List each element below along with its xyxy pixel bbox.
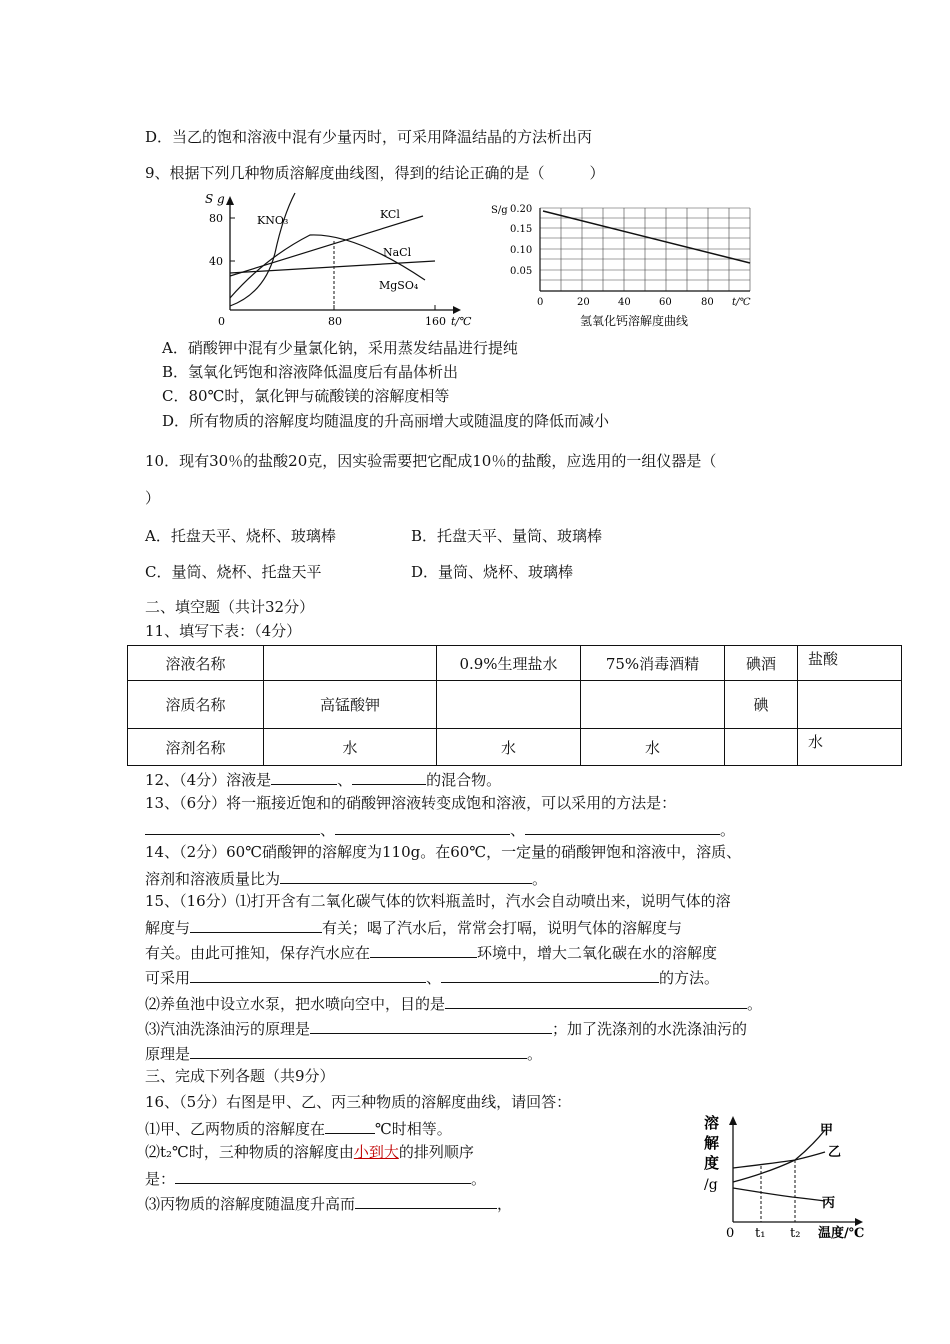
q15-l3-b: 环境中，增大二氧化碳在水的溶解度 [477, 944, 718, 962]
fig3-x0: 0 [726, 1226, 735, 1241]
q16-p2-c: 是： [145, 1170, 176, 1188]
q15-line6 [145, 1017, 747, 1039]
q15-l4-c: 的方法。 [659, 969, 720, 987]
fig1-xunit: t/℃ [451, 315, 472, 328]
fig3-ylabel-2: 解 [704, 1134, 720, 1152]
solubility-chart-3 [700, 1110, 885, 1242]
fig2-ytick-020: 0.20 [510, 204, 533, 215]
q11-cell-input[interactable] [725, 729, 798, 766]
fig2-ytick-010: 0.10 [510, 245, 533, 256]
q11-cell: 水 [437, 729, 581, 766]
q16-p3-a: ⑶丙物质的溶解度随温度升高而 [145, 1195, 356, 1213]
q8-option-d: D．当乙的饱和溶液中混有少量丙时，可采用降温结晶的方法析出丙 [145, 128, 593, 146]
fig2-xunit: t/℃ [732, 297, 751, 308]
q16-part3 [145, 1192, 512, 1214]
q12-blank-1[interactable] [271, 768, 337, 785]
fig3-xunit: 温度/℃ [818, 1226, 865, 1241]
fig1-label-nacl: NaCl [383, 246, 412, 259]
fig1-label-mgso4: MgSO₄ [379, 279, 419, 292]
q16-blank-2[interactable] [175, 1167, 471, 1184]
q16-blank-1[interactable] [325, 1117, 375, 1134]
solubility-chart-calcium-hydroxide [488, 196, 763, 331]
fig3-label-yi: 乙 [828, 1145, 842, 1160]
fig3-t2: t₂ [790, 1226, 801, 1241]
q11-cell-input[interactable] [798, 681, 902, 729]
q12-text-b: 、 [337, 771, 353, 789]
q10-option-a: A．托盘天平、烧杯、玻璃棒 [145, 527, 336, 545]
q9-stem: 9、根据下列几种物质溶解度曲线图，得到的结论正确的是（ ） [145, 164, 605, 182]
q16-p2-d: 。 [471, 1170, 487, 1188]
q15-l5-b: 。 [747, 995, 763, 1013]
q13-line2 [145, 818, 735, 840]
q15-blank-3[interactable] [190, 966, 426, 983]
fig3-t1: t₁ [755, 1226, 766, 1241]
q14-line2 [145, 867, 547, 889]
q13-end: 。 [720, 821, 736, 839]
q16-p1-a: ⑴甲、乙两物质的溶解度在 [145, 1120, 326, 1138]
fig2-ylabel: S/g [491, 205, 508, 216]
q15-blank-4[interactable] [441, 966, 659, 983]
fig1-label-kcl: KCl [380, 208, 400, 221]
q11-cell: 0.9%生理盐水 [437, 646, 581, 681]
fig1-x80: 80 [328, 315, 342, 328]
fig1-x160: 160 [425, 315, 446, 328]
fig1-ylabel: S g [205, 192, 225, 206]
q11-cell: 碘酒 [725, 646, 798, 681]
q16-stem: 16、（5分）右图是甲、乙、丙三种物质的溶解度曲线，请回答： [145, 1093, 572, 1111]
q15-line7 [145, 1042, 542, 1064]
q10-option-b: B．托盘天平、量筒、玻璃棒 [411, 527, 603, 545]
fig3-label-bing: 丙 [822, 1196, 836, 1211]
q15-line3 [145, 941, 717, 963]
q11-cell-input[interactable] [437, 681, 581, 729]
fig3-ylabel-1: 溶 [704, 1114, 720, 1132]
q15-l6-a: ⑶汽油洗涤油污的原理是 [145, 1020, 311, 1038]
q11-cell: 盐酸 [798, 646, 902, 681]
q16-part1 [145, 1117, 452, 1139]
section2-title: 二、填空题（共计32分） [145, 598, 315, 616]
fig2-caption: 氢氧化钙溶解度曲线 [580, 314, 689, 328]
q13-blank-2[interactable] [335, 818, 510, 835]
q15-l4-b: 、 [426, 969, 442, 987]
q15-line1: 15、（16分）⑴打开含有二氧化碳气体的饮料瓶盖时，汽水会自动喷出来，说明气体的溶 [145, 892, 731, 910]
q15-blank-5[interactable] [445, 992, 747, 1009]
q14-line1: 14、（2分）60℃硝酸钾的溶解度为110g。在60℃，一定量的硝酸钾饱和溶液中，溶质、 [145, 843, 742, 861]
fig2-xtick-80: 80 [701, 297, 714, 308]
q15-l2-b: 有关；喝了汽水后，常常会打嗝，说明气体的溶解度与 [322, 919, 683, 937]
section3-title: 三、完成下列各题（共9分） [145, 1067, 335, 1085]
q14-text-b: 。 [532, 870, 548, 888]
q11-cell: 水 [581, 729, 725, 766]
q13-blank-1[interactable] [145, 818, 320, 835]
q13-sep-2: 、 [510, 821, 526, 839]
q11-cell: 溶剂名称 [128, 729, 264, 766]
q11-cell: 75%消毒酒精 [581, 646, 725, 681]
fig2-xtick-0: 0 [537, 297, 544, 308]
fig2-xtick-40: 40 [618, 297, 631, 308]
q15-l2-a: 解度与 [145, 919, 191, 937]
q12-text-c: 的混合物。 [426, 771, 502, 789]
q12 [145, 768, 501, 790]
q11-table [127, 645, 902, 766]
q13-line1: 13、（6分）将一瓶接近饱和的硝酸钾溶液转变成饱和溶液，可以采用的方法是： [145, 794, 677, 812]
q10-option-d: D．量筒、烧杯、玻璃棒 [411, 563, 574, 581]
q15-l3-a: 有关。由此可推知，保存汽水应在 [145, 944, 371, 962]
q10-option-c: C．量筒、烧杯、托盘天平 [145, 563, 322, 581]
q15-blank-1[interactable] [190, 916, 322, 933]
q15-line5 [145, 992, 762, 1014]
q11-cell: 水 [798, 729, 902, 766]
q9-option-b: B．氢氧化钙饱和溶液降低温度后有晶体析出 [162, 363, 459, 381]
q11-cell: 水 [264, 729, 437, 766]
q9-option-d: D．所有物质的溶解度均随温度的升高丽增大或随温度的降低而减小 [162, 412, 610, 430]
q15-blank-6[interactable] [310, 1017, 552, 1034]
q16-blank-3[interactable] [355, 1192, 497, 1209]
q16-part2-answer [145, 1167, 486, 1189]
q12-blank-2[interactable] [352, 768, 426, 785]
q14-text-a: 溶剂和溶液质量比为 [145, 870, 281, 888]
q16-p3-b: ， [497, 1195, 513, 1213]
fig1-y40: 40 [209, 255, 223, 268]
q11-cell-input[interactable] [264, 646, 437, 681]
q11-stem: 11、填写下表：（4分） [145, 622, 302, 640]
q10-stem-end: ） [145, 489, 161, 507]
q15-l7-a: 原理是 [145, 1045, 191, 1063]
q10-stem: 10．现有30％的盐酸20克，因实验需要把它配成10％的盐酸，应选用的一组仪器是（ [145, 452, 717, 470]
q15-blank-2[interactable] [370, 941, 477, 958]
fig1-label-kno3: KNO₃ [257, 214, 289, 227]
q15-l4-a: 可采用 [145, 969, 191, 987]
fig3-label-jia: 甲 [820, 1123, 834, 1138]
q9-option-a: A．硝酸钾中混有少量氯化钠，采用蒸发结晶进行提纯 [162, 339, 518, 357]
q9-option-c: C．80℃时，氯化钾与硫酸镁的溶解度相等 [162, 387, 450, 405]
q13-sep-1: 、 [320, 821, 336, 839]
q16-p2-a: ⑵t₂℃时，三种物质的溶解度由 [145, 1143, 354, 1161]
q16-p1-b: ℃时相等。 [375, 1120, 452, 1138]
fig2-ytick-015: 0.15 [510, 224, 533, 235]
q15-l5-a: ⑵养鱼池中设立水泵，把水喷向空中，目的是 [145, 995, 446, 1013]
q14-blank[interactable] [280, 867, 532, 884]
fig1-y80: 80 [209, 212, 223, 225]
q12-text-a: 12、（4分）溶液是 [145, 771, 272, 789]
q16-part2 [145, 1142, 474, 1162]
q11-cell: 碘 [725, 681, 798, 729]
q15-line2 [145, 916, 682, 938]
q15-line4 [145, 966, 719, 988]
fig2-xtick-20: 20 [577, 297, 590, 308]
q15-blank-7[interactable] [190, 1042, 527, 1059]
q11-cell: 溶液名称 [128, 646, 264, 681]
q13-blank-3[interactable] [525, 818, 720, 835]
fig3-ylabel-4: /g [704, 1177, 718, 1193]
fig3-ylabel-3: 度 [704, 1154, 720, 1172]
q16-p2-red: 小到大 [353, 1143, 399, 1161]
q16-p2-b: 的排列顺序 [398, 1143, 474, 1161]
q11-cell: 溶质名称 [128, 681, 264, 729]
solubility-chart-1 [195, 188, 490, 338]
q11-cell-input[interactable] [581, 681, 725, 729]
q15-l6-b: ；加了洗涤剂的水洗涤油污的 [552, 1020, 748, 1038]
fig1-x0: 0 [218, 315, 225, 328]
q11-cell: 高锰酸钾 [264, 681, 437, 729]
fig2-ytick-005: 0.05 [510, 266, 533, 277]
q15-l7-b: 。 [527, 1045, 543, 1063]
fig2-xtick-60: 60 [659, 297, 672, 308]
